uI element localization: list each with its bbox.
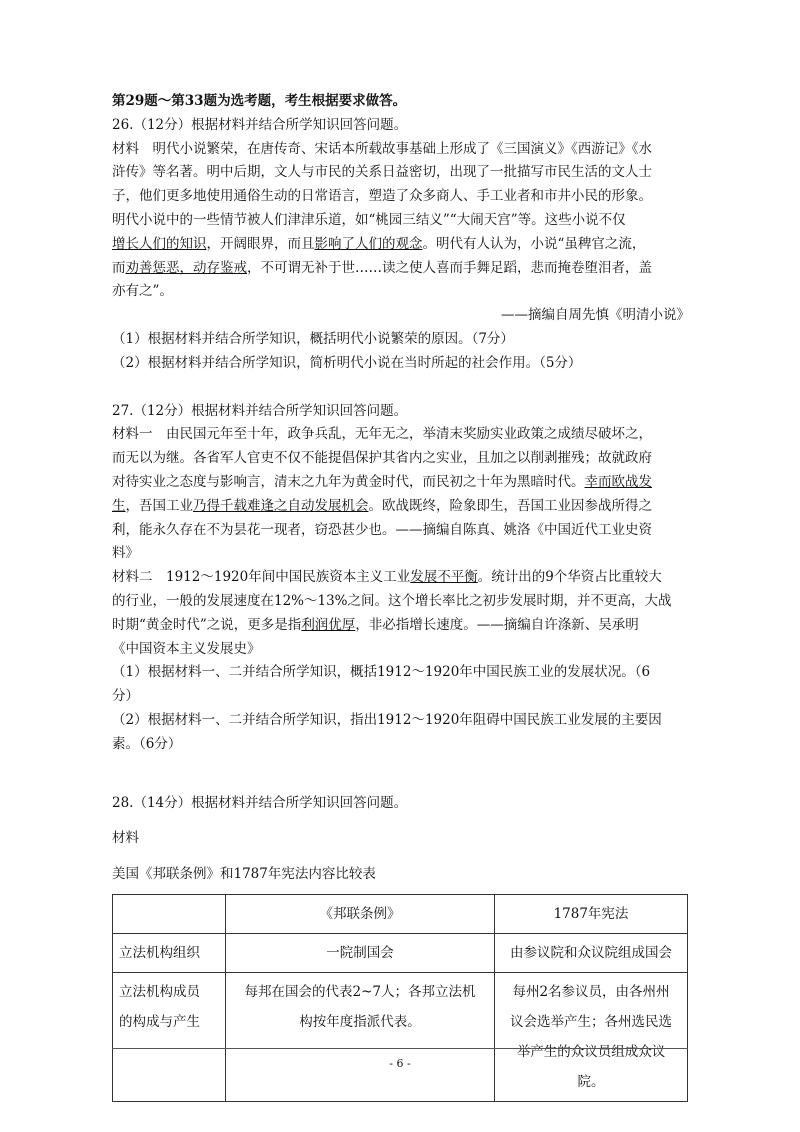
table-row <box>113 972 688 1101</box>
q26-title: 26.（12分）根据材料并结合所学知识回答问题。 <box>112 116 408 133</box>
q28-title: 28.（14分）根据材料并结合所学知识回答问题。 <box>112 794 408 811</box>
table-header-cell: 《邦联条例》 <box>226 894 495 933</box>
q27-material-line: 材料二 1912～1920年间中国民族资本主义工业发展不平衡。统计出的9个华资占比重较大 <box>112 569 662 586</box>
table-cell: 立法机构成员的构成与产生 <box>113 972 226 1101</box>
table-cell: 一院制国会 <box>226 933 495 972</box>
q27-material-line: 利，能永久存在不为昙花一现者，窃恐甚少也。——摘编自陈真、姚洛《中国近代工业史资 <box>112 521 652 538</box>
underlined-text: 劝善惩恶，动存鉴戒 <box>125 259 247 276</box>
table-cell: 每邦在国会的代表2~7人；各邦立法机构按年度指派代表。 <box>226 972 495 1101</box>
page-number: - 6 - <box>389 1057 411 1070</box>
question-26 <box>112 114 690 376</box>
underlined-text: 生 <box>112 497 126 514</box>
q27-material-line: 《中国资本主义发展史》 <box>112 640 261 657</box>
q26-material-line: 浒传》等名著。明中后期，文人与市民的关系日益密切，出现了一批描写市民生活的文人士 <box>112 164 652 181</box>
q26-material-line: 明代小说中的一些情节被人们津津乐道，如“桃园三结义”“大闹天宫”等。这些小说不仅 <box>112 211 626 228</box>
table-cell: 立法机构组织 <box>113 933 226 972</box>
q27-material-line: 时期“黄金时代”之说，更多是指利润优厚，非必指增长速度。——摘编自许涤新、吴承明 <box>112 616 639 633</box>
question-27 <box>112 400 690 757</box>
q26-source: ——摘编自周先慎《明清小说》 <box>501 307 690 324</box>
table-cell: 由参议院和众议院组成国会 <box>495 933 688 972</box>
q26-material-line: 而劝善惩恶，动存鉴戒，不可谓无补于世……读之使人喜而手舞足蹈，悲而掩卷堕泪者，盖 <box>112 259 652 276</box>
table-row <box>113 933 688 972</box>
q27-material-line: 的行业，一般的发展速度在12%～13%之间。这个增长率比之初步发展时期，并不更高，大战 <box>112 592 672 609</box>
exam-page <box>112 90 690 1102</box>
q27-subquestion-2: 素。（6分） <box>112 735 182 752</box>
q27-subquestion-2: （2）根据材料一、二并结合所学知识，指出1912～1920年阻碍中国民族工业发展的主要因 <box>112 711 662 728</box>
footer-divider <box>112 1048 688 1049</box>
q27-material-line: 生，吾国工业乃得千载难逢之自动发展机会。欧战既终，险象即生，吾国工业因参战所得之 <box>112 497 652 514</box>
q27-material-line: 材料一 由民国元年至十年，政争兵乱，无年无之，举清末奖励实业政策之成绩尽破坏之， <box>112 426 652 443</box>
table-header-cell <box>113 894 226 933</box>
q26-material-line: 亦有之”。 <box>112 283 173 300</box>
comparison-table <box>112 894 688 1102</box>
q26-subquestion-1: （1）根据材料并结合所学知识，概括明代小说繁荣的原因。（7分） <box>112 330 514 347</box>
underlined-text: 增长人们的知识 <box>112 235 207 252</box>
table-header-cell: 1787年宪法 <box>495 894 688 933</box>
q26-material-line: 材料 明代小说繁荣，在唐传奇、宋话本所载故事基础上形成了《三国演义》《西游记》《水 <box>112 140 652 157</box>
q27-material-line: 料》 <box>112 545 139 562</box>
question-28 <box>112 792 690 1102</box>
table-cell: 每州2名参议员，由各州州议会选举产生；各州选民选举产生的众议员组成众议院。 <box>495 972 688 1101</box>
underlined-text: 乃得千载难逢之自动发展机会 <box>193 497 369 514</box>
q28-material-label: 材料 <box>112 830 139 847</box>
underlined-text: 发展不平衡 <box>410 569 478 586</box>
underlined-text: 利润优厚 <box>301 616 356 633</box>
q27-material-line: 而无以为继。各省军人官吏不仅不能提倡保护其省内之实业，且加之以削剥摧残；故就政府 <box>112 450 652 467</box>
q26-subquestion-2: （2）根据材料并结合所学知识，简析明代小说在当时所起的社会作用。（5分） <box>112 354 582 371</box>
q27-subquestion-1: 分） <box>112 688 139 705</box>
underlined-text: 幸而欧战发 <box>584 473 652 490</box>
q26-material-line: 增长人们的知识，开阔眼界，而且影响了人们的观念。明代有人认为，小说“虽稗官之流， <box>112 235 646 252</box>
underlined-text: 影响了人们的观念 <box>314 235 423 252</box>
table-caption: 美国《邦联条例》和1787年宪法内容比较表 <box>112 866 376 883</box>
q27-title: 27.（12分）根据材料并结合所学知识回答问题。 <box>112 402 408 419</box>
q27-material-line: 对待实业之态度与影响言，清末之九年为黄金时代，而民初之十年为黑暗时代。幸而欧战发 <box>112 473 652 490</box>
section-header: 第29题～第33题为选考题，考生根据要求做答。 <box>112 93 407 109</box>
table-header-row <box>113 894 688 933</box>
q26-material-line: 子，他们更多地使用通俗生动的日常语言，塑造了众多商人、手工业者和市井小民的形象。 <box>112 188 652 205</box>
q27-subquestion-1: （1）根据材料一、二并结合所学知识，概括1912～1920年中国民族工业的发展状况。（6 <box>112 664 651 681</box>
